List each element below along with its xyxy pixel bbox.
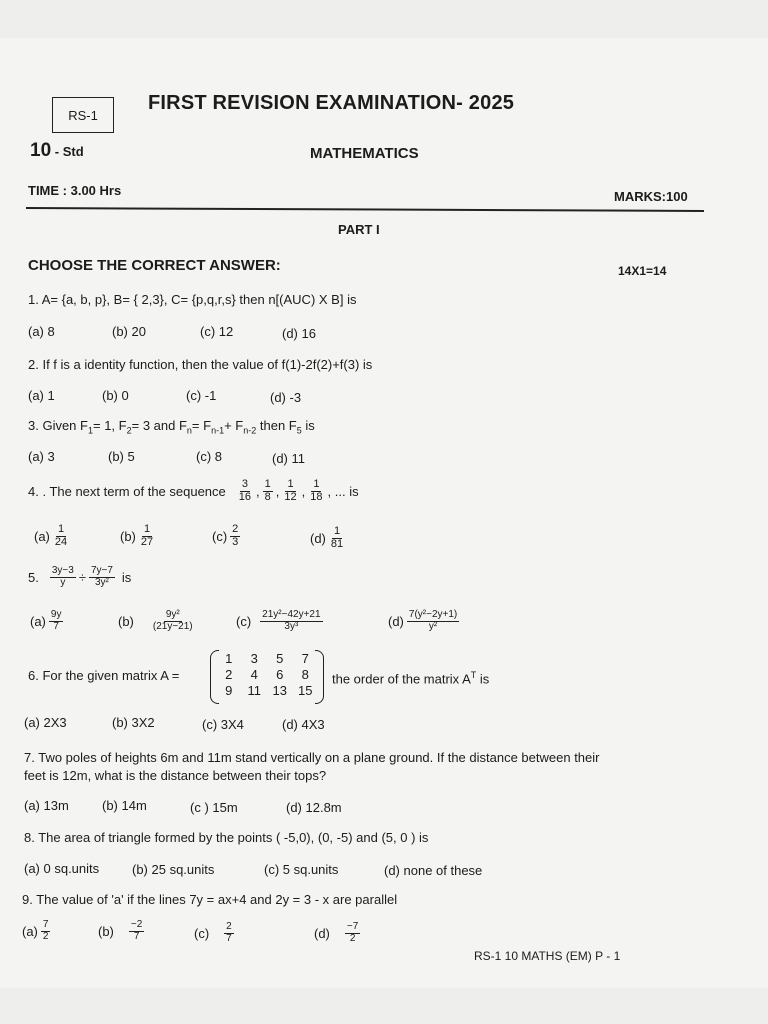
q4-term-4-num: 1 [313, 478, 320, 490]
question-3 [28, 418, 315, 436]
q5-c-den: 3y³ [284, 620, 299, 632]
q9-d-label: (d) [314, 925, 330, 941]
part-heading: PART I [338, 222, 380, 237]
q4-term-2 [263, 479, 273, 503]
q4-term-3 [282, 479, 298, 503]
q3-text-4: = F [191, 418, 212, 433]
q9-c-frac [224, 922, 234, 944]
q9-c-den: 7 [226, 932, 232, 944]
matrix-cell: 7 [301, 651, 309, 666]
q9-b-den: 7 [133, 930, 140, 942]
q4-term-3-num: 1 [287, 478, 294, 490]
q5-b-label: (b) [118, 613, 134, 629]
q3-text-5: + F [224, 418, 244, 433]
q1-option-b: (b) 20 [112, 324, 146, 339]
q3-sub-n2: n-2 [243, 425, 257, 436]
q3-text-2: = 1, F [92, 418, 127, 433]
q5-option-a [30, 610, 66, 632]
q9-option-c [194, 922, 237, 944]
q4-a-label: (a) [34, 528, 50, 544]
q9-b-frac [129, 920, 144, 942]
q9-b-num: −2 [130, 919, 143, 930]
q6-option-a: (a) 2X3 [24, 715, 67, 730]
question-6-prefix: 6. For the given matrix A = [28, 668, 180, 683]
q4-a-den: 24 [54, 535, 68, 548]
q8-option-b: (b) 25 sq.units [132, 862, 215, 877]
paper-code-box [52, 97, 114, 133]
q5-c-frac [260, 610, 322, 632]
q4-term-3-den: 12 [284, 490, 297, 503]
matrix-cell: 4 [250, 667, 258, 682]
q5-option-d [388, 610, 462, 632]
q8-option-d: (d) none of these [384, 863, 483, 878]
q4-a-num: 1 [57, 523, 65, 535]
q4-option-d [310, 526, 348, 550]
q9-option-d [314, 922, 363, 944]
exam-time: TIME : 3.00 Hrs [28, 183, 122, 198]
matrix-grid [216, 651, 318, 698]
q1-option-a: (a) 8 [28, 324, 55, 339]
matrix-cell: 15 [298, 683, 313, 698]
q5-suffix: is [121, 569, 132, 585]
q9-d-frac [345, 922, 360, 944]
q4-term-2-num: 1 [264, 478, 271, 490]
q4-c-den: 3 [232, 535, 239, 548]
q6-suffix-end: is [476, 671, 490, 687]
q4-b-label: (b) [120, 528, 136, 544]
q7-option-a: (a) 13m [24, 798, 69, 813]
q4-c-num: 2 [232, 523, 239, 535]
standard-label [30, 140, 84, 162]
matrix-cell: 1 [225, 651, 233, 666]
q9-option-b [98, 920, 147, 942]
q4-term-1-den: 16 [238, 490, 252, 503]
q5-number: 5. [28, 569, 39, 585]
question-5 [28, 566, 131, 588]
q4-term-4 [308, 479, 324, 503]
marks-scheme: 14X1=14 [618, 264, 667, 278]
q9-a-num: 7 [42, 919, 49, 930]
q3-sub-n: n [186, 425, 192, 436]
q5-d-frac [407, 610, 459, 632]
standard-number: 10 [30, 140, 52, 161]
section-instruction: CHOOSE THE CORRECT ANSWER: [28, 257, 281, 274]
page-footer: RS-1 10 MATHS (EM) P - 1 [474, 949, 621, 963]
q4-term-4-den: 18 [310, 490, 323, 503]
q4-b-frac [139, 524, 155, 548]
paper-code: RS-1 [68, 107, 98, 123]
q5-operator: ÷ [78, 569, 86, 585]
q5-d-den: y² [428, 620, 438, 632]
q5-option-b [118, 610, 198, 632]
q4-option-b [120, 524, 158, 548]
q5-frac-1-num: 3y−3 [51, 565, 74, 576]
q3-text-6: then F [256, 418, 297, 433]
q6-option-b: (b) 3X2 [112, 715, 155, 730]
matrix-cell: 6 [276, 667, 284, 682]
q4-d-frac [329, 526, 345, 550]
q3-sub-5: 5 [296, 425, 302, 436]
q5-frac-2 [89, 566, 115, 588]
q2-option-d: (d) -3 [270, 390, 302, 405]
standard-suffix: - Std [51, 144, 84, 159]
q3-sub-1: 1 [87, 425, 93, 436]
q5-option-c [236, 610, 326, 632]
q3-option-c: (c) 8 [196, 449, 222, 464]
q1-option-d: (d) 16 [282, 326, 316, 341]
q5-a-frac [49, 610, 64, 632]
q5-c-label: (c) [236, 613, 252, 629]
q5-b-num: 9y² [165, 609, 180, 620]
q9-c-label: (c) [194, 925, 210, 941]
q9-a-frac [41, 920, 51, 942]
q9-d-num: −7 [346, 921, 359, 932]
matrix-cell: 13 [272, 683, 287, 698]
q3-text-3: = 3 and F [131, 418, 187, 433]
q5-c-num: 21y²−42y+21 [262, 609, 321, 620]
q5-b-den: (21y−21) [152, 620, 193, 632]
q4-b-den: 27 [140, 535, 154, 548]
q6-transpose-sup: T [470, 670, 477, 680]
q3-sub-2: 2 [126, 425, 132, 436]
q5-a-label: (a) [30, 613, 46, 629]
q2-option-a: (a) 1 [28, 388, 55, 403]
q3-option-b: (b) 5 [108, 449, 135, 464]
q8-option-a: (a) 0 sq.units [24, 861, 100, 876]
q5-d-label: (d) [388, 613, 404, 629]
q5-frac-2-den: 3y² [94, 576, 109, 588]
q1-option-c: (c) 12 [200, 324, 234, 339]
q4-a-frac [53, 524, 69, 548]
q5-frac-1 [50, 566, 76, 588]
exam-paper [0, 38, 768, 988]
q7-option-c: (c ) 15m [190, 800, 238, 815]
q4-term-2-den: 8 [264, 490, 271, 503]
q5-a-num: 9y [50, 609, 62, 620]
q5-frac-2-num: 7y−7 [90, 565, 113, 576]
question-1: 1. A= {a, b, p}, B= { 2,3}, C= {p,q,r,s} then n[(AUC) X B] is [28, 292, 357, 307]
q2-option-c: (c) -1 [186, 388, 217, 403]
question-8: 8. The area of triangle formed by the points ( -5,0), (0, -5) and (5, 0 ) is [24, 830, 429, 845]
matrix-right-bracket [315, 650, 324, 704]
q5-a-den: 7 [53, 620, 59, 632]
q7-option-d: (d) 12.8m [286, 800, 342, 815]
q5-b-frac [151, 610, 195, 632]
q9-d-den: 2 [349, 932, 356, 944]
q3-option-d: (d) 11 [272, 451, 305, 466]
q9-a-label: (a) [22, 923, 38, 939]
q6-suffix-text: the order of the matrix A [332, 671, 471, 687]
q9-c-num: 2 [226, 921, 232, 932]
q4-d-den: 81 [330, 537, 344, 550]
q9-option-a [22, 920, 53, 942]
q4-d-num: 1 [333, 525, 341, 537]
question-6-suffix [332, 670, 489, 686]
q4-text: 4. . The next term of the sequence [28, 483, 226, 499]
matrix-cell: 8 [301, 667, 309, 682]
question-7-line-1: 7. Two poles of heights 6m and 11m stand vertically on a plane ground. If the distance between their [24, 750, 600, 765]
subject-title: MATHEMATICS [310, 145, 419, 162]
exam-title: FIRST REVISION EXAMINATION- 2025 [148, 92, 515, 114]
q7-option-b: (b) 14m [102, 798, 147, 813]
question-4: 4. . The next term of the sequence $\frac{3}{16}$ , $\frac{1}{8}$ , $\frac{1}{12}$ , $\frac{1}{18}$ , ... is [28, 478, 359, 503]
matrix-a [210, 650, 324, 702]
q6-option-d: (d) 4X3 [282, 717, 325, 732]
q4-option-c [212, 524, 243, 548]
question-9: 9. The value of 'a' if the lines 7y = ax+4 and 2y = 3 - x are parallel [22, 892, 398, 907]
q4-c-label: (c) [212, 528, 228, 544]
exam-marks: MARKS:100 [614, 189, 688, 204]
q3-option-a: (a) 3 [28, 449, 55, 464]
q4-c-frac [230, 524, 240, 548]
q5-d-num: 7(y²−2y+1) [408, 609, 458, 620]
q8-option-c: (c) 5 sq.units [264, 862, 339, 877]
q4-b-num: 1 [143, 523, 151, 535]
q4-term-1 [237, 479, 253, 503]
q3-sub-n1: n-1 [211, 425, 225, 436]
matrix-cell: 11 [247, 683, 261, 698]
question-7-line-2: feet is 12m, what is the distance between their tops? [24, 768, 327, 783]
q4-option-a [34, 524, 72, 548]
question-2: 2. If f is a identity function, then the value of f(1)-2f(2)+f(3) is [28, 357, 373, 372]
q9-a-den: 2 [42, 930, 49, 942]
matrix-cell: 9 [225, 683, 233, 698]
matrix-cell: 2 [225, 667, 233, 682]
q3-text-1: 3. Given F [28, 418, 88, 433]
q4-term-1-num: 3 [241, 478, 248, 490]
q6-option-c: (c) 3X4 [202, 717, 244, 732]
q2-option-b: (b) 0 [102, 388, 129, 403]
q9-b-label: (b) [98, 923, 114, 939]
matrix-cell: 3 [250, 651, 258, 666]
matrix-cell: 5 [276, 651, 284, 666]
q4-suffix: , ... is [327, 483, 359, 499]
q3-text-7: is [301, 418, 315, 433]
q5-frac-1-den: y [60, 576, 66, 588]
q4-d-label: (d) [310, 530, 326, 546]
